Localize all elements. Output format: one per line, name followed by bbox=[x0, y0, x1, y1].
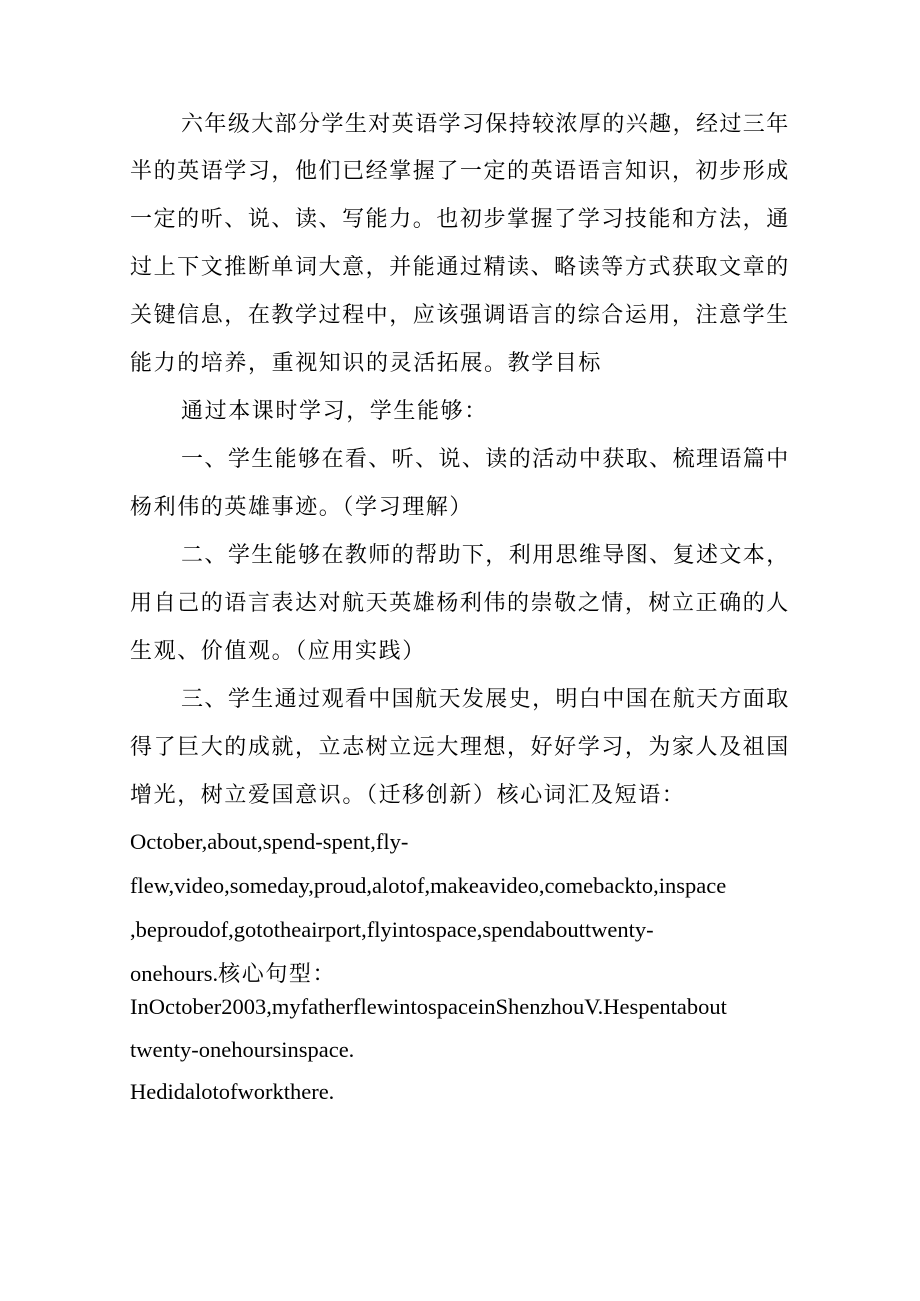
paragraph-line: 一定的听、说、读、写能力。也初步掌握了学习技能和方法，通 bbox=[130, 207, 790, 232]
paragraph-line: 过上下文推断单词大意，并能通过精读、略读等方式获取文章的 bbox=[130, 255, 790, 280]
objective-line: 杨利伟的英雄事迹。（学习理解） bbox=[130, 495, 474, 520]
sentence-line: Hedidalotofworkthere. bbox=[130, 1079, 335, 1104]
sentence-pattern-heading: 核心句型： bbox=[218, 962, 337, 987]
objective-line: 一、学生能够在看、听、说、读的活动中获取、梳理语篇中 bbox=[181, 447, 790, 472]
paragraph-line: 关键信息，在教学过程中，应该强调语言的综合运用，注意学生 bbox=[130, 303, 790, 328]
vocabulary-line bbox=[130, 959, 790, 990]
objective-line: 三、学生通过观看中国航天发展史，明白中国在航天方面取 bbox=[181, 687, 790, 712]
objective-line: 得了巨大的成就，立志树立远大理想，好好学习，为家人及祖国 bbox=[130, 735, 790, 760]
objective-line: 增光，树立爱国意识。（迁移创新）核心词汇及短语： bbox=[130, 783, 686, 808]
paragraph-line: 能力的培养，重视知识的灵活拓展。教学目标 bbox=[130, 351, 603, 376]
objective-line: 用自己的语言表达对航天英雄杨利伟的崇敬之情，树立正确的人 bbox=[130, 591, 790, 616]
vocabulary-line: flew,video,someday,proud,alotof,makeavideo,comebackto,inspace bbox=[130, 873, 727, 898]
sentence-line: twenty-onehoursinspace. bbox=[130, 1037, 355, 1062]
paragraph-line: 半的英语学习，他们已经掌握了一定的英语语言知识，初步形成 bbox=[130, 159, 790, 184]
vocabulary-end: onehours. bbox=[130, 961, 219, 986]
paragraph-line: 通过本课时学习，学生能够： bbox=[181, 399, 488, 424]
sentence-line: InOctober2003,myfatherflewintospaceinShenzhouV.Hespentabout bbox=[130, 994, 727, 1019]
objective-line: 二、学生能够在教师的帮助下，利用思维导图、复述文本， bbox=[181, 543, 790, 568]
vocabulary-line: ,beproudof,gototheairport,flyintospace,spendabouttwenty- bbox=[130, 917, 654, 942]
paragraph-line: 六年级大部分学生对英语学习保持较浓厚的兴趣，经过三年 bbox=[181, 112, 790, 137]
objective-line: 生观、价值观。（应用实践） bbox=[130, 639, 426, 664]
vocabulary-line: October,about,spend-spent,fly- bbox=[130, 829, 409, 854]
